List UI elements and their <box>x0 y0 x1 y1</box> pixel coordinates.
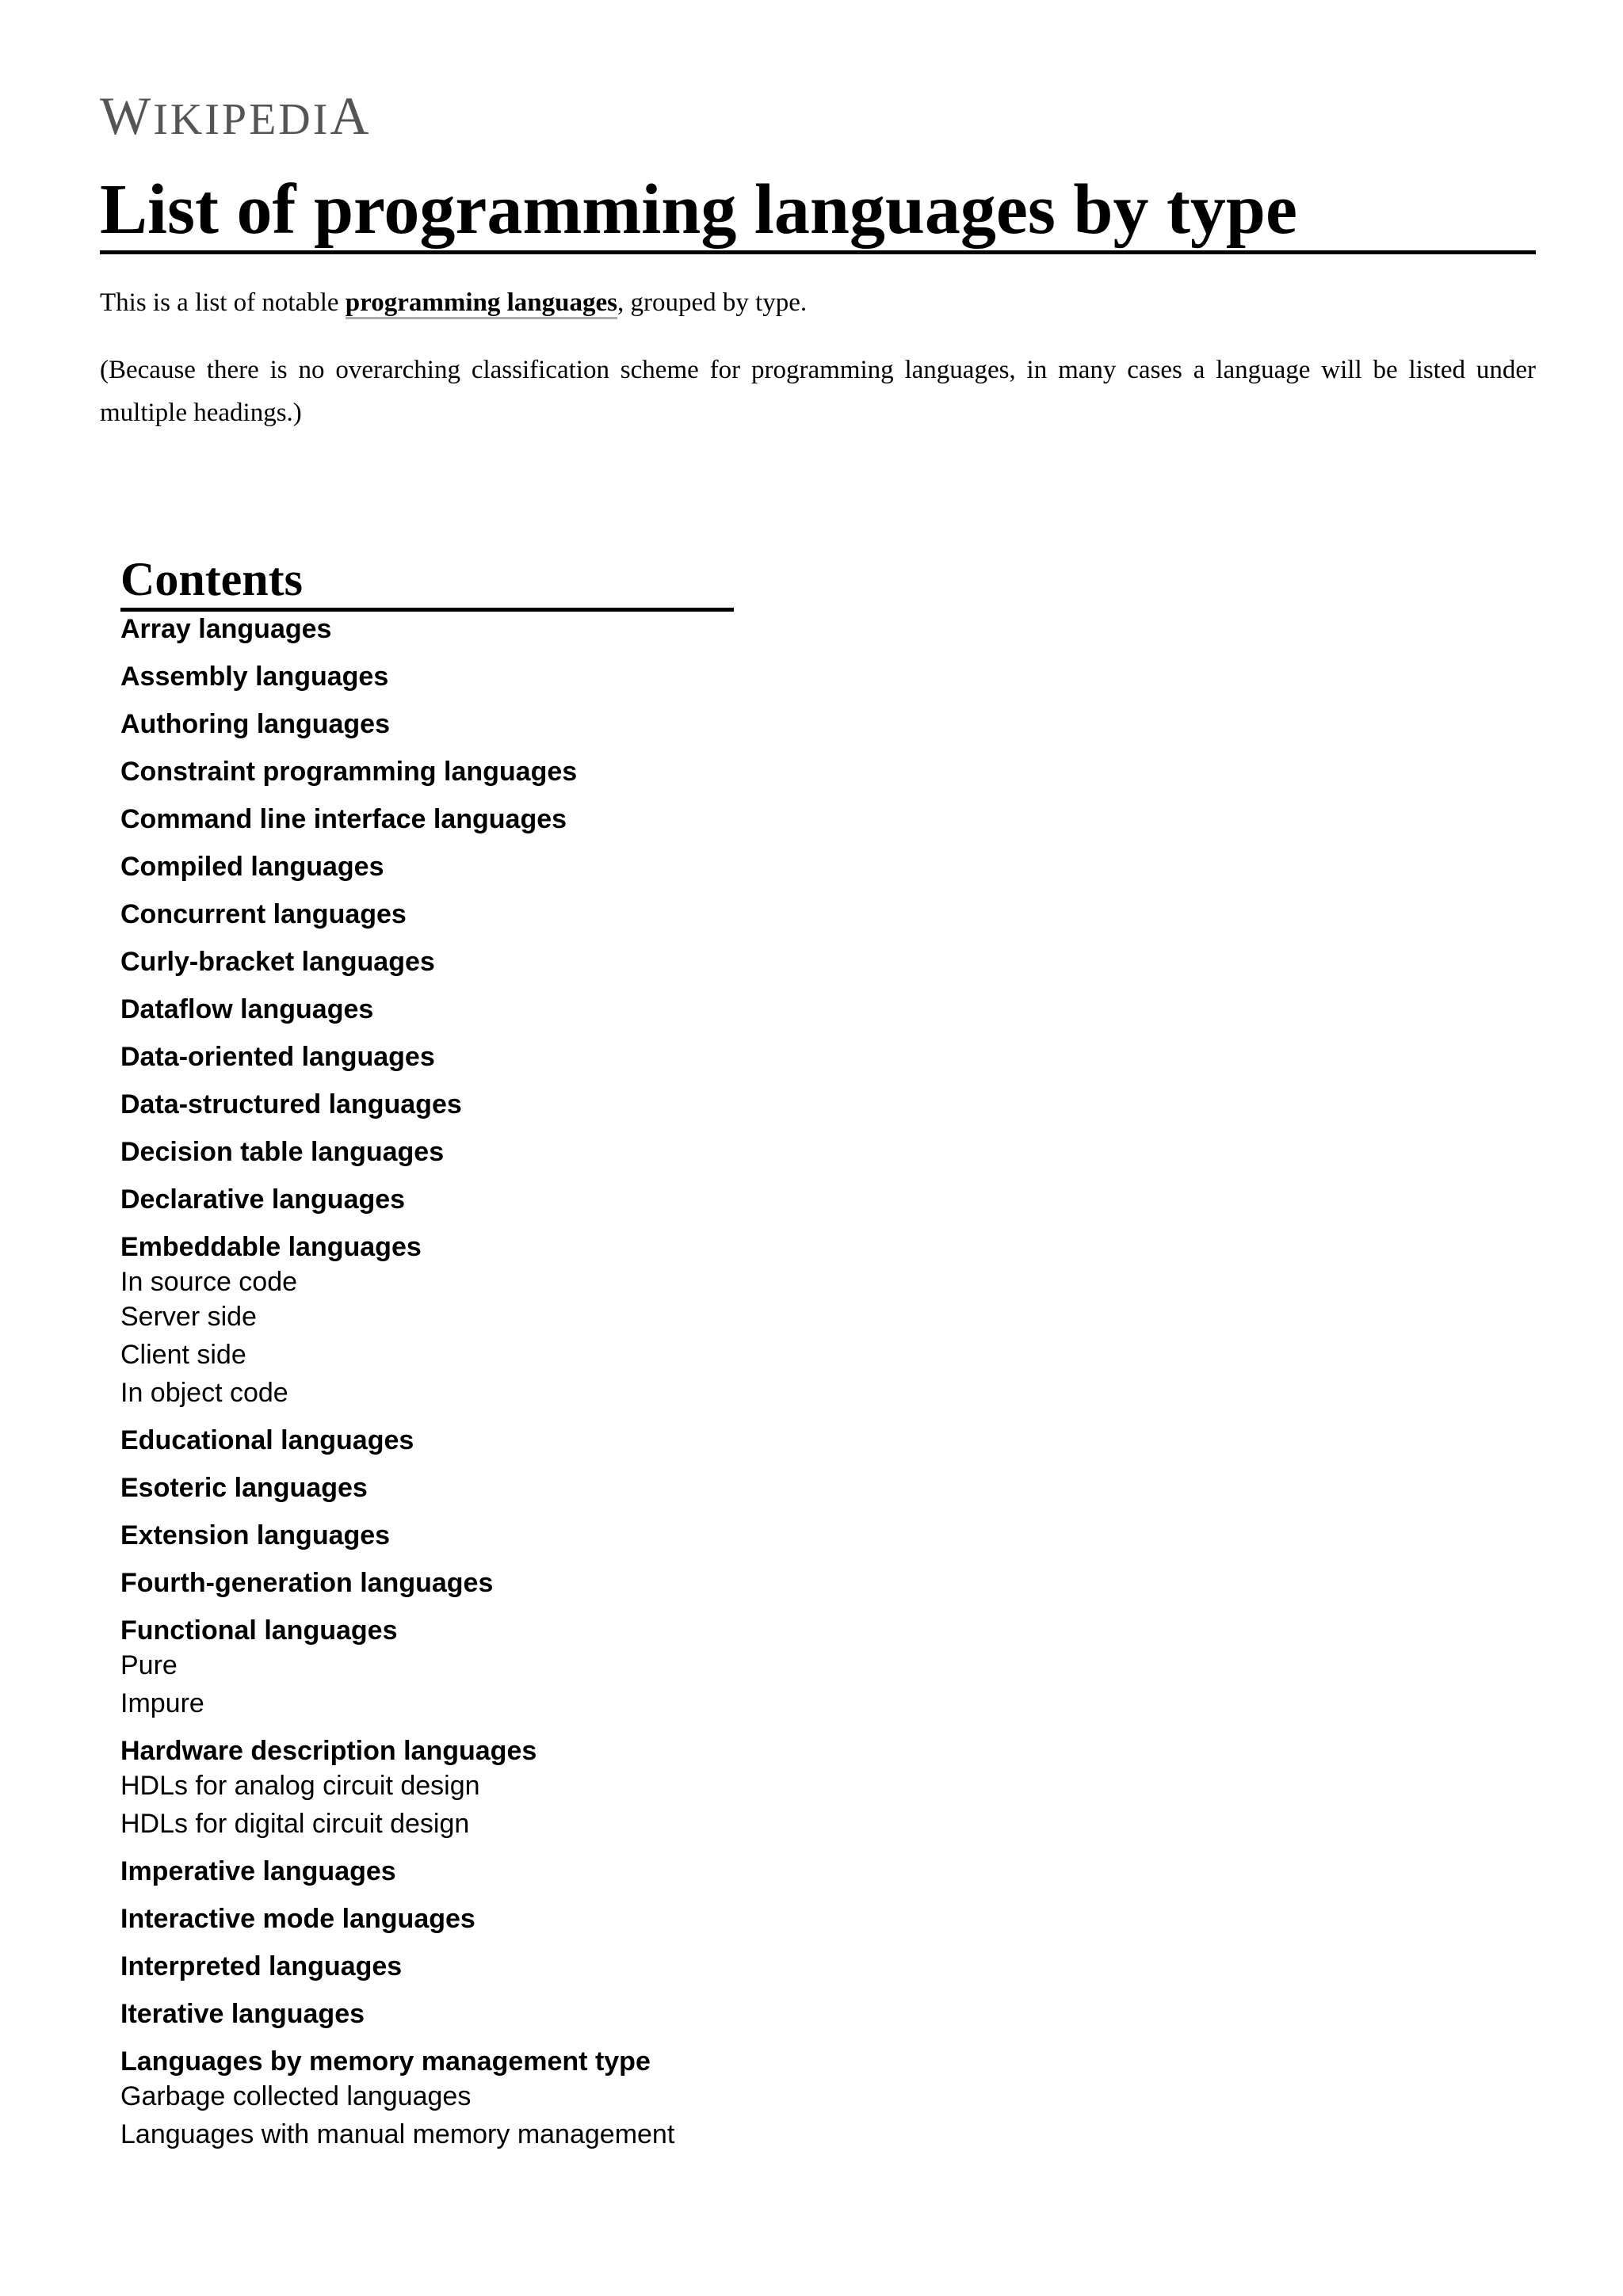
toc-subitem-garbage-collected-languages <box>120 2079 834 2114</box>
toc-title: Contents <box>120 551 734 612</box>
toc-link[interactable]: Declarative languages <box>120 1184 406 1215</box>
toc-item-authoring-languages <box>120 707 834 742</box>
intro-paragraph <box>100 281 1536 324</box>
toc-item-constraint-programming-languages <box>120 754 834 789</box>
toc-sublink[interactable]: HDLs for digital circuit design <box>120 1809 470 1839</box>
toc-item-functional-languages <box>120 1613 834 1721</box>
toc-link[interactable]: Imperative languages <box>120 1856 396 1886</box>
toc-link[interactable]: Data-structured languages <box>120 1089 462 1119</box>
intro-text-before: This is a list of notable <box>100 288 346 317</box>
toc-link[interactable]: Data-oriented languages <box>120 1042 435 1072</box>
toc-item-extension-languages <box>120 1518 834 1553</box>
toc-item-hardware-description-languages <box>120 1733 834 1841</box>
classification-note: (Because there is no overarching classification scheme for programming languages, in many cases a language will be listed under multiple headings.) <box>100 356 1536 427</box>
intro-text-after: , grouped by type. <box>617 288 808 317</box>
toc-item-fourth-generation-languages <box>120 1566 834 1600</box>
toc-link[interactable]: Concurrent languages <box>120 899 407 929</box>
toc-sublist <box>120 2079 834 2152</box>
toc-item-data-oriented-languages <box>120 1039 834 1074</box>
page-title: List of programming languages by type <box>100 170 1536 254</box>
toc-subitem-hdls-for-analog-circuit-design <box>120 1768 834 1803</box>
toc-item-concurrent-languages <box>120 897 834 932</box>
toc-subitem-client-side[interactable]: Client side <box>120 1340 246 1370</box>
toc-item-esoteric-languages <box>120 1470 834 1505</box>
toc-list <box>120 612 834 2152</box>
toc-link[interactable]: Extension languages <box>120 1520 391 1550</box>
toc-item-compiled-languages <box>120 849 834 884</box>
toc-item-decision-table-languages <box>120 1135 834 1169</box>
toc-item-iterative-languages <box>120 1997 834 2031</box>
toc-item-array-languages <box>120 612 834 646</box>
table-of-contents <box>120 551 834 2164</box>
toc-link[interactable]: Esoteric languages <box>120 1473 368 1503</box>
toc-item-command-line-interface-languages <box>120 802 834 837</box>
programming-languages-link[interactable]: programming languages <box>346 288 617 319</box>
toc-subitem-server-side[interactable]: Server side <box>120 1302 257 1332</box>
toc-sublink[interactable]: HDLs for analog circuit design <box>120 1771 480 1801</box>
toc-sublink[interactable]: Languages with manual memory management <box>120 2119 675 2149</box>
toc-link[interactable]: Assembly languages <box>120 662 389 692</box>
toc-link[interactable]: Embeddable languages <box>120 1232 422 1262</box>
toc-link[interactable]: Hardware description languages <box>120 1736 537 1766</box>
toc-link[interactable]: Fourth-generation languages <box>120 1568 494 1598</box>
toc-sublink[interactable]: In source code <box>120 1267 298 1297</box>
toc-link[interactable]: Constraint programming languages <box>120 757 578 787</box>
toc-item-curly-bracket-languages <box>120 944 834 979</box>
toc-item-languages-by-memory-management-type <box>120 2044 834 2152</box>
toc-link[interactable]: Command line interface languages <box>120 804 567 834</box>
toc-item-embeddable-languages <box>120 1230 834 1410</box>
toc-sublink[interactable]: In object code <box>120 1378 288 1408</box>
toc-link[interactable]: Interpreted languages <box>120 1951 403 1981</box>
wikipedia-logo[interactable]: WIKIPEDIA <box>100 86 372 146</box>
toc-sublink[interactable]: Garbage collected languages <box>120 2081 472 2111</box>
toc-sublist <box>120 1299 834 1372</box>
toc-link[interactable]: Functional languages <box>120 1615 398 1646</box>
toc-item-assembly-languages <box>120 659 834 694</box>
toc-sublist <box>120 1648 834 1721</box>
toc-subitem-impure <box>120 1686 834 1721</box>
toc-link[interactable]: Decision table languages <box>120 1137 445 1167</box>
toc-item-dataflow-languages <box>120 992 834 1027</box>
toc-sublist <box>120 1264 834 1410</box>
toc-subitem-hdls-for-digital-circuit-design <box>120 1806 834 1841</box>
toc-sublist <box>120 1768 834 1841</box>
toc-link[interactable]: Authoring languages <box>120 709 390 739</box>
toc-sublink[interactable]: Impure <box>120 1688 204 1718</box>
toc-subitem-languages-with-manual-memory-management <box>120 2117 834 2152</box>
toc-link[interactable]: Compiled languages <box>120 852 384 882</box>
toc-link[interactable]: Educational languages <box>120 1425 414 1455</box>
toc-item-interpreted-languages <box>120 1949 834 1984</box>
toc-item-data-structured-languages <box>120 1087 834 1122</box>
toc-item-interactive-mode-languages <box>120 1901 834 1936</box>
toc-subitem-in-object-code <box>120 1375 834 1410</box>
toc-link[interactable]: Interactive mode languages <box>120 1904 475 1934</box>
toc-link[interactable]: Array languages <box>120 614 332 644</box>
toc-item-imperative-languages <box>120 1854 834 1889</box>
toc-subitem-in-source-code <box>120 1264 834 1372</box>
toc-link[interactable]: Curly-bracket languages <box>120 947 435 977</box>
toc-link[interactable]: Languages by memory management type <box>120 2046 651 2077</box>
toc-subitem-pure <box>120 1648 834 1683</box>
toc-link[interactable]: Dataflow languages <box>120 994 374 1024</box>
toc-item-educational-languages <box>120 1423 834 1458</box>
toc-item-declarative-languages <box>120 1182 834 1217</box>
toc-link[interactable]: Iterative languages <box>120 1999 365 2029</box>
toc-sublink[interactable]: Pure <box>120 1650 178 1680</box>
